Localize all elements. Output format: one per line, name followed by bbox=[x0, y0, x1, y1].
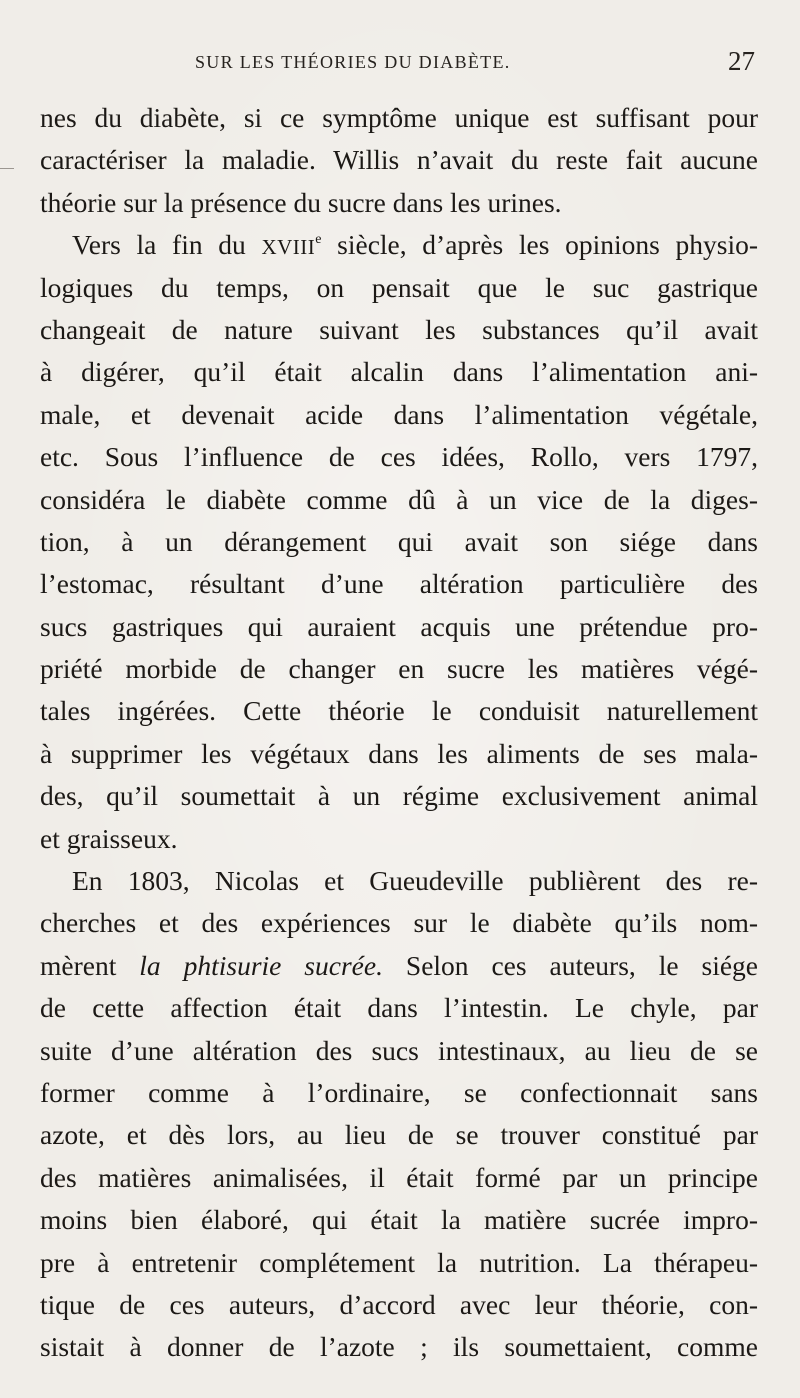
margin-pencil-mark bbox=[0, 168, 14, 169]
text-line: azote, et dès lors, au lieu de se trouver constitué par bbox=[40, 1119, 758, 1151]
text-line: cherches et des expériences sur le diabète qu’ils nom- bbox=[40, 907, 758, 939]
text-line: former comme à l’ordinaire, se confectionnait sans bbox=[40, 1076, 758, 1108]
text-line bbox=[40, 945, 758, 987]
body-text bbox=[40, 97, 758, 1369]
italic-term: la phtisurie sucrée. bbox=[139, 949, 383, 981]
text-line: En 1803, Nicolas et Gueudeville publièrent des re- bbox=[72, 865, 758, 897]
paragraph bbox=[40, 860, 758, 1369]
text-line: moins bien élaboré, qui était la matière sucrée impro- bbox=[40, 1204, 758, 1236]
text-line: l’estomac, résultant d’une altération particulière des bbox=[40, 568, 758, 600]
text-line: etc. Sous l’influence de ces idées, Rollo, vers 1797, bbox=[40, 441, 758, 473]
text-line: changeait de nature suivant les substances qu’il avait bbox=[40, 313, 758, 345]
superscript: e bbox=[315, 232, 322, 248]
page-number: 27 bbox=[728, 46, 755, 76]
text-run: mèrent bbox=[40, 949, 140, 981]
text-line: tion, à un dérangement qui avait son siége dans bbox=[40, 525, 758, 557]
text-line: sucs gastriques qui auraient acquis une prétendue pro- bbox=[40, 610, 758, 642]
text-line: priété morbide de changer en sucre les matières végé- bbox=[40, 653, 758, 685]
text-line: logiques du temps, on pensait que le suc gastrique bbox=[40, 271, 758, 303]
text-line: tique de ces auteurs, d’accord avec leur théorie, con- bbox=[40, 1288, 758, 1320]
text-line: suite d’une altération des sucs intestinaux, au lieu de se bbox=[40, 1034, 758, 1066]
century-numeral: XVIII bbox=[261, 235, 316, 260]
text-line: de cette affection était dans l’intestin. Le chyle, par bbox=[40, 992, 758, 1024]
text-line: sistait à donner de l’azote ; ils soumettaient, comme bbox=[40, 1331, 758, 1363]
text-line: théorie sur la présence du sucre dans les urines. bbox=[40, 186, 562, 218]
text-line: tales ingérées. Cette théorie le conduisit naturellement bbox=[40, 695, 758, 727]
page-header bbox=[40, 46, 755, 82]
text-line: des, qu’il soumettait à un régime exclusivement animal bbox=[40, 780, 758, 812]
text-line: male, et devenait acide dans l’alimentation végétale, bbox=[40, 398, 758, 430]
text-line: à supprimer les végétaux dans les aliments de ses mala- bbox=[40, 737, 758, 769]
text-run: Selon ces auteurs, le siége bbox=[382, 949, 758, 981]
text-line: des matières animalisées, il était formé par un principe bbox=[40, 1161, 758, 1193]
paragraph bbox=[40, 97, 758, 224]
text-line: caractériser la maladie. Willis n’avait du reste fait aucune bbox=[40, 144, 758, 176]
text-run: Vers la fin du bbox=[72, 229, 262, 261]
text-line: à digérer, qu’il était alcalin dans l’alimentation ani- bbox=[40, 356, 758, 388]
text-line: nes du diabète, si ce symptôme unique est suffisant pour bbox=[40, 102, 758, 133]
text-line bbox=[40, 224, 758, 266]
paragraph bbox=[40, 224, 758, 860]
text-run: siècle, d’après les opinions physio- bbox=[321, 229, 759, 261]
text-line: pre à entretenir complétement la nutrition. La thérapeu- bbox=[40, 1246, 758, 1278]
text-line: considéra le diabète comme dû à un vice de la diges- bbox=[40, 483, 758, 515]
text-line: et graisseux. bbox=[40, 822, 178, 854]
running-head: SUR LES THÉORIES DU DIABÈTE. bbox=[195, 52, 511, 72]
